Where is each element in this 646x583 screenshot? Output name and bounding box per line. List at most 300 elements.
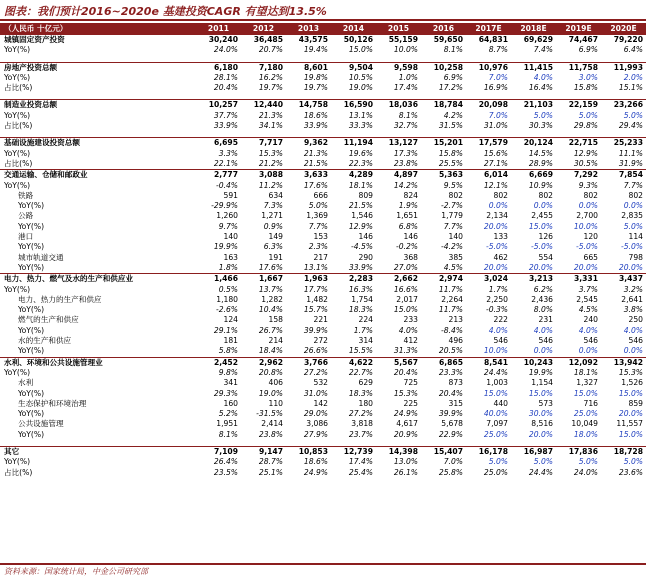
- table-row: [0, 285, 646, 295]
- table-cell: 2,974: [438, 274, 463, 284]
- table-cell: -5.0%: [485, 242, 508, 252]
- table-cell: 5.0%: [623, 221, 643, 231]
- table-cell: 4.0%: [623, 325, 643, 335]
- table-cell: 25.5%: [438, 158, 463, 168]
- table-cell: 0.9%: [263, 221, 283, 231]
- table-cell: 2,700: [576, 211, 598, 221]
- table-cell: 5,363: [438, 170, 463, 180]
- table-cell: 0.5%: [218, 284, 238, 294]
- table-cell: 20.0%: [483, 221, 508, 231]
- row-label: 水的生产和供应: [18, 336, 72, 346]
- table-cell: 12,739: [343, 446, 373, 456]
- table-cell: 20.0%: [528, 262, 553, 272]
- table-cell: 5,567: [393, 357, 418, 367]
- table-cell: 7,097: [486, 419, 508, 429]
- row-label: YoY(%): [18, 429, 45, 439]
- chart-title: 图表：我们预计2016~2020e 基建投资CAGR 有望达到13.5%: [4, 5, 327, 18]
- table-cell: 7.0%: [488, 110, 508, 120]
- table-cell: 16.3%: [348, 284, 373, 294]
- table-cell: 1,951: [216, 419, 238, 429]
- table-cell: 29.3%: [213, 388, 238, 398]
- table-cell: 23.8%: [393, 158, 418, 168]
- table-cell: 27.2%: [303, 367, 328, 377]
- table-cell: 20.9%: [393, 429, 418, 439]
- table-cell: 24.0%: [213, 45, 238, 55]
- table-cell: 26.4%: [213, 457, 238, 467]
- table-cell: 39.9%: [303, 325, 328, 335]
- row-label: YoY(%): [18, 242, 45, 252]
- table-row: [0, 389, 646, 399]
- row-label: 基础设施建设投资总额: [4, 138, 80, 148]
- table-cell: 31.3%: [393, 346, 418, 356]
- table-cell: 4.5%: [578, 305, 598, 315]
- table-row: [0, 83, 646, 93]
- table-cell: -29.9%: [211, 201, 238, 211]
- table-cell: 1,003: [486, 378, 508, 388]
- table-row: [0, 181, 646, 191]
- table-cell: 22.3%: [348, 158, 373, 168]
- table-cell: 32.7%: [393, 121, 418, 131]
- table-cell: 8.1%: [398, 110, 418, 120]
- table-cell: 1,482: [306, 294, 328, 304]
- year-header: 2011: [207, 24, 230, 33]
- table-cell: 5.0%: [578, 110, 598, 120]
- table-cell: 30.3%: [528, 121, 553, 131]
- table-cell: 290: [358, 252, 373, 262]
- table-cell: 15.8%: [438, 148, 463, 158]
- table-cell: 15.3%: [393, 388, 418, 398]
- table-cell: 20.4%: [438, 388, 463, 398]
- table-cell: 15.0%: [618, 388, 643, 398]
- table-cell: 20,124: [523, 138, 553, 148]
- row-label: YoY(%): [4, 45, 31, 55]
- table-cell: 6.4%: [623, 45, 643, 55]
- table-cell: 3,633: [303, 170, 328, 180]
- table-cell: 9,504: [348, 62, 373, 72]
- table-cell: 13,942: [613, 357, 643, 367]
- table-row: [0, 45, 646, 55]
- table-cell: 18.6%: [303, 110, 328, 120]
- row-label: 水利: [18, 378, 34, 388]
- table-cell: 15,407: [433, 446, 463, 456]
- table-cell: 28.7%: [258, 457, 283, 467]
- table-cell: 22,715: [568, 138, 598, 148]
- table-cell: 725: [403, 378, 418, 388]
- table-cell: 5.2%: [218, 409, 238, 419]
- table-cell: 809: [358, 190, 373, 200]
- table-cell: 272: [313, 336, 328, 346]
- table-cell: 16,590: [343, 100, 373, 110]
- table-cell: 17.4%: [348, 457, 373, 467]
- table-cell: 1,526: [621, 378, 643, 388]
- row-label: YoY(%): [18, 325, 45, 335]
- table-cell: 11.1%: [618, 148, 643, 158]
- table-cell: 4.0%: [533, 72, 553, 82]
- table-cell: 3.2%: [623, 284, 643, 294]
- table-cell: 5.0%: [623, 457, 643, 467]
- table-cell: 29.4%: [618, 121, 643, 131]
- bottom-divider: [0, 563, 646, 565]
- table-cell: -2.6%: [215, 305, 238, 315]
- table-cell: 7.7%: [308, 221, 328, 231]
- table-cell: 412: [403, 336, 418, 346]
- table-cell: 11.7%: [438, 284, 463, 294]
- table-cell: 11,194: [343, 138, 373, 148]
- table-cell: 6,695: [213, 138, 238, 148]
- table-cell: 11,758: [568, 62, 598, 72]
- table-row: [0, 430, 646, 440]
- year-header: 2015: [387, 24, 410, 33]
- row-label: 其它: [4, 446, 20, 456]
- table-cell: 40.0%: [483, 409, 508, 419]
- year-header: 2014: [342, 24, 365, 33]
- table-cell: 16,987: [523, 446, 553, 456]
- table-cell: 9,598: [393, 62, 418, 72]
- table-cell: 4.0%: [533, 325, 553, 335]
- table-cell: 8,601: [303, 62, 328, 72]
- table-cell: 15.5%: [348, 346, 373, 356]
- table-cell: 0.0%: [623, 201, 643, 211]
- table-cell: 4.0%: [488, 325, 508, 335]
- table-cell: 873: [448, 378, 463, 388]
- table-cell: 8,541: [483, 357, 508, 367]
- row-label: 交通运输、仓储和邮政业: [4, 170, 88, 180]
- table-cell: 14,398: [388, 446, 418, 456]
- table-cell: 4.0%: [578, 325, 598, 335]
- table-cell: 8,516: [531, 419, 553, 429]
- table-cell: 9,362: [303, 138, 328, 148]
- table-cell: 31.5%: [438, 121, 463, 131]
- table-cell: 1.7%: [353, 325, 373, 335]
- table-cell: 496: [448, 336, 463, 346]
- table-cell: 79,220: [613, 35, 643, 44]
- table-cell: 15.8%: [573, 83, 598, 93]
- table-cell: 546: [538, 336, 553, 346]
- table-cell: 28.9%: [528, 158, 553, 168]
- table-cell: 440: [493, 398, 508, 408]
- table-cell: 39.9%: [438, 409, 463, 419]
- table-cell: 4,289: [348, 170, 373, 180]
- table-cell: 3.3%: [218, 148, 238, 158]
- table-cell: 1,651: [396, 211, 418, 221]
- table-cell: 11,557: [616, 419, 643, 429]
- table-cell: 163: [223, 252, 238, 262]
- table-cell: 7,292: [573, 170, 598, 180]
- table-cell: 14,758: [298, 100, 328, 110]
- table-cell: 3,331: [573, 274, 598, 284]
- table-cell: -31.5%: [256, 409, 283, 419]
- table-cell: 9,147: [258, 446, 283, 456]
- table-cell: -5.0%: [530, 242, 553, 252]
- table-row: [0, 409, 646, 419]
- row-label: YoY(%): [4, 180, 31, 190]
- table-cell: 19.7%: [303, 83, 328, 93]
- title-divider: [0, 19, 646, 21]
- table-cell: 10.0%: [393, 45, 418, 55]
- table-cell: 554: [538, 252, 553, 262]
- table-cell: 30,240: [208, 35, 238, 44]
- table-row: [0, 263, 646, 273]
- table-cell: 17,836: [568, 446, 598, 456]
- table-row: [0, 222, 646, 232]
- table-cell: 2,017: [396, 294, 418, 304]
- table-cell: 18.1%: [573, 367, 598, 377]
- table-cell: 29.8%: [573, 121, 598, 131]
- table-cell: 221: [313, 315, 328, 325]
- table-cell: 20.0%: [483, 262, 508, 272]
- table-cell: 222: [493, 315, 508, 325]
- table-cell: 146: [358, 232, 373, 242]
- table-cell: 546: [628, 336, 643, 346]
- table-cell: 26.7%: [258, 325, 283, 335]
- table-cell: 6.9%: [443, 72, 463, 82]
- table-cell: 27.9%: [303, 429, 328, 439]
- table-cell: -0.2%: [395, 242, 418, 252]
- table-row: [0, 399, 646, 409]
- table-cell: 23.7%: [348, 429, 373, 439]
- row-label: 燃气的生产和供应: [18, 315, 79, 325]
- table-cell: 11,993: [613, 62, 643, 72]
- category-row: [0, 137, 646, 148]
- row-label: 公共设施管理: [18, 419, 64, 429]
- table-cell: 18.4%: [258, 346, 283, 356]
- table-cell: 37.7%: [213, 110, 238, 120]
- table-cell: 5.0%: [308, 201, 328, 211]
- table-cell: 9.8%: [218, 367, 238, 377]
- table-row: [0, 295, 646, 305]
- table-cell: 2,777: [213, 170, 238, 180]
- table-cell: 2,962: [258, 357, 283, 367]
- table-cell: 21,103: [523, 100, 553, 110]
- table-cell: 1,466: [213, 274, 238, 284]
- table-cell: 0.0%: [623, 346, 643, 356]
- table-cell: 2,134: [486, 211, 508, 221]
- table-cell: 15.0%: [528, 388, 553, 398]
- table-cell: 15.0%: [573, 388, 598, 398]
- table-cell: 21.3%: [303, 148, 328, 158]
- table-cell: 19.0%: [258, 388, 283, 398]
- table-cell: 6.9%: [578, 45, 598, 55]
- table-cell: 181: [223, 336, 238, 346]
- table-cell: -5.0%: [575, 242, 598, 252]
- table-cell: 7,854: [618, 170, 643, 180]
- table-cell: 15.0%: [528, 221, 553, 231]
- table-cell: 140: [448, 232, 463, 242]
- year-header: 2020E: [610, 24, 637, 33]
- table-cell: 19.8%: [303, 72, 328, 82]
- table-cell: 13.1%: [348, 110, 373, 120]
- table-cell: 27.0%: [393, 262, 418, 272]
- table-cell: 15.0%: [393, 305, 418, 315]
- table-cell: 20.8%: [258, 367, 283, 377]
- table-row: [0, 419, 646, 429]
- table-cell: 1,260: [216, 211, 238, 221]
- table-cell: 13.1%: [303, 262, 328, 272]
- table-cell: 19.6%: [348, 148, 373, 158]
- table-cell: 146: [403, 232, 418, 242]
- table-cell: 13,127: [388, 138, 418, 148]
- table-cell: 16.6%: [393, 284, 418, 294]
- table-cell: 18.6%: [303, 457, 328, 467]
- table-row: [0, 315, 646, 325]
- table-cell: 25.4%: [348, 467, 373, 477]
- row-label: YoY(%): [18, 346, 45, 356]
- table-cell: 22.9%: [438, 429, 463, 439]
- table-cell: 2.0%: [623, 72, 643, 82]
- table-cell: 5.0%: [533, 110, 553, 120]
- table-cell: 802: [448, 190, 463, 200]
- table-row: [0, 378, 646, 388]
- table-cell: 15,201: [433, 138, 463, 148]
- table-cell: 217: [313, 252, 328, 262]
- table-cell: 3.8%: [623, 305, 643, 315]
- table-cell: 233: [403, 315, 418, 325]
- table-cell: 17.3%: [393, 148, 418, 158]
- table-cell: 11.2%: [258, 180, 283, 190]
- table-cell: 24.0%: [573, 467, 598, 477]
- year-header: 2012: [252, 24, 275, 33]
- row-label: 房地产投资总额: [4, 62, 58, 72]
- table-cell: 23.6%: [618, 467, 643, 477]
- table-cell: 17.4%: [393, 83, 418, 93]
- table-cell: 15.6%: [483, 148, 508, 158]
- row-label: YoY(%): [4, 72, 31, 82]
- table-cell: 240: [583, 315, 598, 325]
- table-cell: 24.4%: [528, 467, 553, 477]
- table-cell: 7.7%: [623, 180, 643, 190]
- table-cell: 7.0%: [488, 72, 508, 82]
- table-cell: 6,669: [528, 170, 553, 180]
- table-cell: 1,180: [216, 294, 238, 304]
- table-cell: 19.9%: [528, 367, 553, 377]
- table-cell: 33.3%: [348, 121, 373, 131]
- table-cell: 23.3%: [438, 367, 463, 377]
- year-header: 2019E: [565, 24, 592, 33]
- table-cell: 7.0%: [443, 457, 463, 467]
- table-cell: 7,717: [258, 138, 283, 148]
- row-label: YoY(%): [4, 367, 31, 377]
- table-cell: 25.0%: [483, 429, 508, 439]
- table-cell: 10,853: [298, 446, 328, 456]
- year-header: 2016: [432, 24, 455, 33]
- table-cell: 20.0%: [573, 262, 598, 272]
- table-cell: 10.0%: [483, 346, 508, 356]
- table-cell: 158: [268, 315, 283, 325]
- table-cell: 23.5%: [213, 467, 238, 477]
- table-cell: 126: [538, 232, 553, 242]
- table-cell: 12,440: [253, 100, 283, 110]
- table-cell: 10.5%: [348, 72, 373, 82]
- table-cell: 2,455: [531, 211, 553, 221]
- table-cell: 20.0%: [618, 409, 643, 419]
- category-row: [0, 273, 646, 284]
- table-cell: 13.7%: [258, 284, 283, 294]
- table-cell: 19.4%: [303, 45, 328, 55]
- table-cell: 8.1%: [443, 45, 463, 55]
- table-cell: 29.1%: [213, 325, 238, 335]
- table-cell: 5.8%: [218, 346, 238, 356]
- row-label: 占比(%): [4, 121, 33, 131]
- table-cell: 124: [223, 315, 238, 325]
- table-cell: 74,467: [568, 35, 598, 44]
- category-row: [0, 169, 646, 180]
- table-cell: 7,180: [258, 62, 283, 72]
- table-cell: 634: [268, 190, 283, 200]
- table-cell: 10.9%: [528, 180, 553, 190]
- table-cell: 5.0%: [578, 457, 598, 467]
- table-cell: 20.4%: [393, 367, 418, 377]
- row-label: 生态保护和环境治理: [18, 398, 87, 408]
- table-cell: 8.0%: [533, 305, 553, 315]
- table-cell: 315: [448, 398, 463, 408]
- table-cell: 4,622: [348, 357, 373, 367]
- table-header: [0, 23, 646, 35]
- table-cell: 3.0%: [578, 72, 598, 82]
- table-row: [0, 73, 646, 83]
- table-cell: 2.3%: [308, 242, 328, 252]
- table-cell: 859: [628, 398, 643, 408]
- table-cell: 25.0%: [573, 409, 598, 419]
- table-cell: 1,754: [351, 294, 373, 304]
- table-cell: 6.3%: [263, 242, 283, 252]
- table-cell: 406: [268, 378, 283, 388]
- table-cell: 546: [583, 336, 598, 346]
- table-cell: 15.3%: [618, 367, 643, 377]
- table-cell: 20.4%: [213, 83, 238, 93]
- table-cell: 231: [538, 315, 553, 325]
- row-label: 制造业投资总额: [4, 100, 58, 110]
- table-cell: 802: [538, 190, 553, 200]
- table-cell: 0.0%: [533, 201, 553, 211]
- table-cell: 10,243: [523, 357, 553, 367]
- table-cell: 10.0%: [573, 221, 598, 231]
- table-cell: 33.9%: [348, 262, 373, 272]
- table-row: [0, 232, 646, 242]
- table-cell: 114: [628, 232, 643, 242]
- table-cell: 180: [358, 398, 373, 408]
- table-row: [0, 253, 646, 263]
- row-label: 港口: [18, 232, 34, 242]
- table-cell: 8.1%: [218, 429, 238, 439]
- table-cell: 12.1%: [483, 180, 508, 190]
- table-row: [0, 111, 646, 121]
- row-label: 水利、环境和公共设施管理业: [4, 357, 103, 367]
- category-row: [0, 357, 646, 368]
- table-cell: -4.2%: [440, 242, 463, 252]
- table-cell: 16.9%: [483, 83, 508, 93]
- table-cell: 12.9%: [573, 148, 598, 158]
- row-label: YoY(%): [18, 305, 45, 315]
- table-cell: 4.5%: [443, 262, 463, 272]
- table-cell: 341: [223, 378, 238, 388]
- table-cell: 69,629: [523, 35, 553, 44]
- table-cell: 2,436: [531, 294, 553, 304]
- table-cell: 50,126: [343, 35, 373, 44]
- table-cell: 120: [583, 232, 598, 242]
- table-cell: 6,014: [483, 170, 508, 180]
- table-cell: 3,766: [303, 357, 328, 367]
- category-row: [0, 99, 646, 110]
- table-cell: 31.0%: [483, 121, 508, 131]
- table-cell: 22,159: [568, 100, 598, 110]
- table-cell: 18.3%: [348, 388, 373, 398]
- table-cell: 1,779: [441, 211, 463, 221]
- table-row: [0, 305, 646, 315]
- table-cell: 462: [493, 252, 508, 262]
- row-label: 公路: [18, 211, 34, 221]
- table-cell: 55,159: [388, 35, 418, 44]
- row-label: YoY(%): [4, 457, 31, 467]
